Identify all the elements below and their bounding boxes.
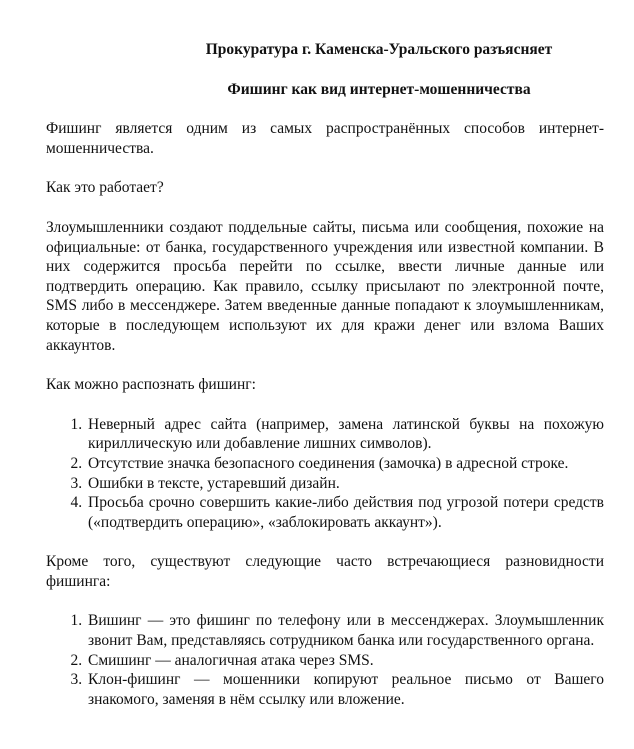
list-item: 2. Отсутствие значка безопасного соединения (замочка) в адресной строке.: [86, 454, 604, 474]
list-item: 4. Просьба срочно совершить какие-либо действия под угрозой потери средств («подтвердить операцию», «заблокировать аккаунт»).: [86, 493, 604, 532]
recognize-heading: Как можно распознать фишинг:: [46, 376, 256, 394]
document-page: [46, 40, 604, 729]
office-heading: Прокуратура г. Каменска-Уральского разъясняет: [205, 41, 553, 58]
list-item: 3. Клон-фишинг — мошенники копируют реальное письмо от Вашего знакомого, заменяя в нём ссылку или вложение.: [86, 670, 604, 709]
how-paragraph: Злоумышленники создают поддельные сайты, письма или сообщения, похожие на официальные: от банка, государственного учреждения или известной компании. В них содержится просьба перейти по ссылке, ввести личные данные или подтвердить операцию. Как правило, ссылку присылают по электронной почте, SMS либо в мессенджере. Затем введенные данные попадают к злоумышленникам, которые в последующем используют их для кражи денег или взлома Ваших аккаунтов.: [46, 218, 604, 354]
list-item: 1. Вишинг — это фишинг по телефону или в мессенджерах. Злоумышленник звонит Вам, представляясь сотрудником банка или государственного органа.: [86, 611, 604, 650]
types-list: [46, 611, 604, 709]
intro-paragraph: Фишинг является одним из самых распространённых способов интернет-мошенничества.: [46, 120, 604, 157]
list-item: 2. Смишинг — аналогичная атака через SMS.: [86, 651, 604, 671]
list-item: 1. Неверный адрес сайта (например, замена латинской буквы на похожую кириллическую или добавление лишних символов).: [86, 415, 604, 454]
how-heading: Как это работает?: [46, 179, 164, 197]
types-intro-paragraph: Кроме того, существуют следующие часто встречающиеся разновидности фишинга:: [46, 553, 604, 590]
recognize-list: [46, 415, 604, 533]
document-title: Фишинг как вид интернет-мошенничества: [227, 80, 531, 98]
list-item: 3. Ошибки в тексте, устаревший дизайн.: [86, 474, 604, 494]
